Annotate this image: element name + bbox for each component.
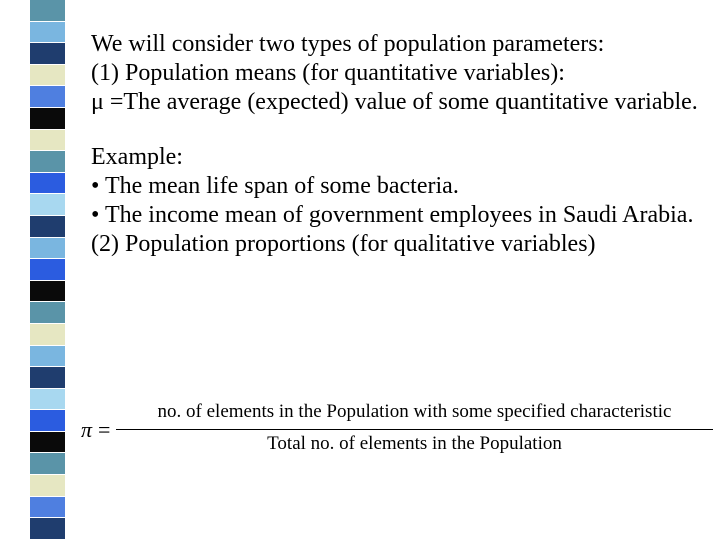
stripe-block — [30, 108, 65, 130]
proportion-formula — [81, 397, 713, 463]
stripe-block — [30, 0, 65, 22]
equals-sign: = — [98, 417, 111, 442]
stripe-block — [30, 22, 65, 44]
stripe-block — [30, 475, 65, 497]
stripe-block — [30, 86, 65, 108]
population-means-heading: (1) Population means (for quantitative variables): — [91, 60, 565, 86]
stripe-block — [30, 238, 65, 260]
stripe-block — [30, 216, 65, 238]
stripe-block — [30, 65, 65, 87]
stripe-block — [30, 324, 65, 346]
stripe-block — [30, 130, 65, 152]
stripe-block — [30, 346, 65, 368]
pi-symbol: π — [81, 417, 93, 442]
stripe-block — [30, 281, 65, 303]
formula-denominator: Total no. of elements in the Population — [267, 433, 562, 454]
mu-definition: μ =The average (expected) value of some quantitative variable. — [91, 89, 698, 115]
stripe-block — [30, 367, 65, 389]
intro-line: We will consider two types of population parameters: — [91, 31, 605, 57]
formula-numerator: no. of elements in the Population with some specified characteristic — [157, 401, 672, 422]
example-bullet-bacteria: • The mean life span of some bacteria. — [91, 173, 459, 199]
stripe-block — [30, 43, 65, 65]
paragraph-gap — [91, 117, 706, 143]
example-heading: Example: — [91, 144, 183, 170]
stripe-block — [30, 389, 65, 411]
stripe-block — [30, 518, 65, 540]
fraction-bar — [116, 429, 713, 430]
stripe-block — [30, 151, 65, 173]
stripe-block — [30, 453, 65, 475]
stripe-block — [30, 497, 65, 519]
example-bullet-income: • The income mean of government employees in Saudi Arabia. — [91, 202, 694, 228]
stripe-block — [30, 194, 65, 216]
stripe-block — [30, 302, 65, 324]
stripe-block — [30, 410, 65, 432]
stripe-block — [30, 259, 65, 281]
stripe-block — [30, 173, 65, 195]
slide-content — [91, 30, 706, 259]
decorative-stripe — [30, 0, 65, 540]
population-proportions-heading: (2) Population proportions (for qualitative variables) — [91, 231, 596, 257]
stripe-block — [30, 432, 65, 454]
